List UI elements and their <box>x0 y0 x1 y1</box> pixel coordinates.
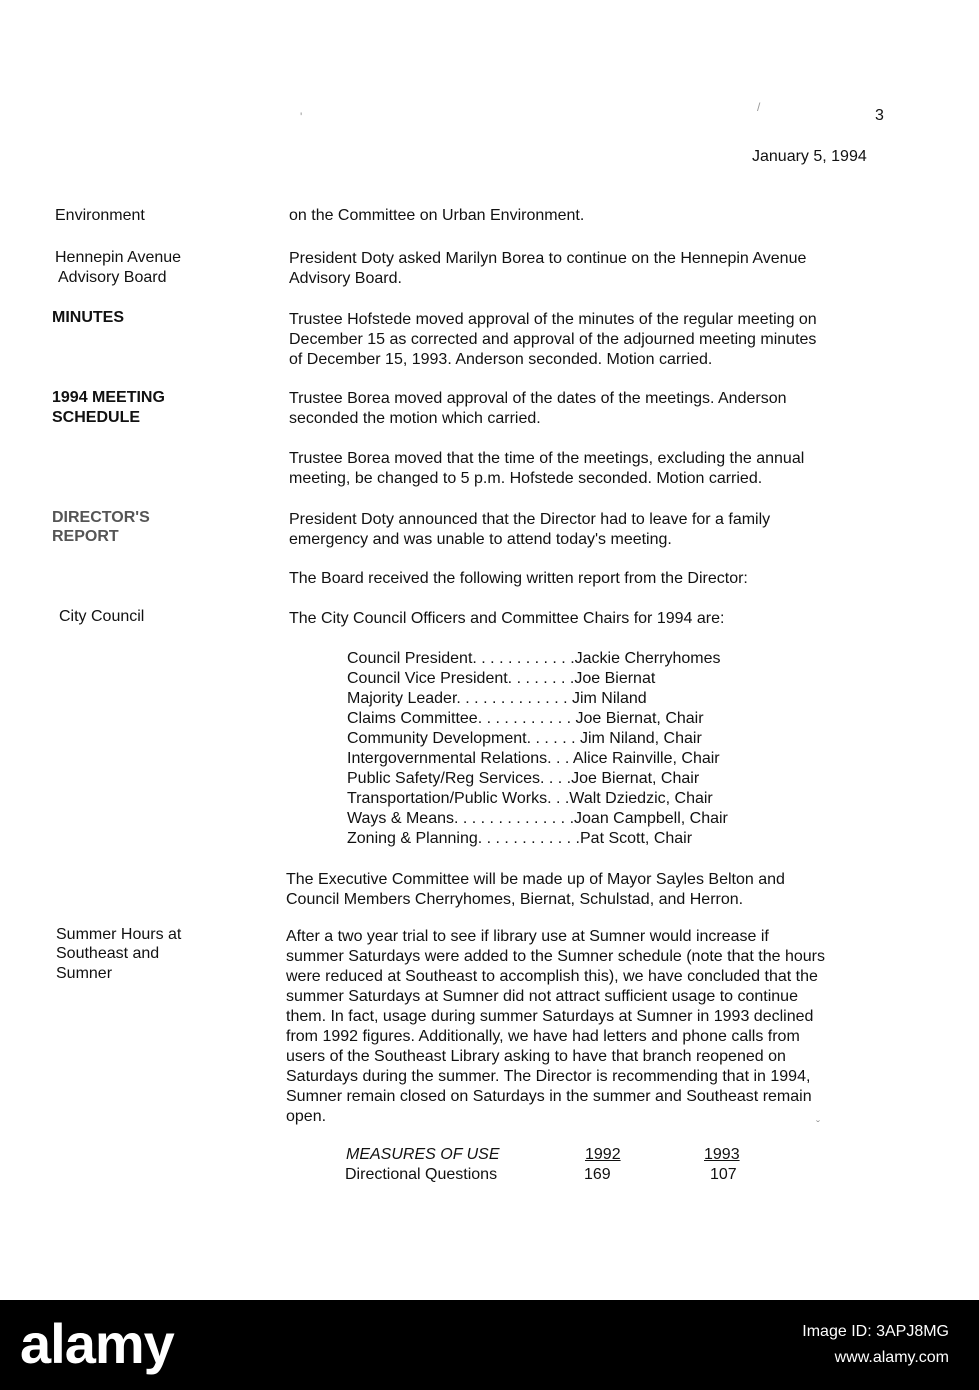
paragraph-line: Advisory Board. <box>289 270 402 287</box>
paragraph-schedule-time <box>289 449 889 489</box>
paragraph-line: Trustee Borea moved approval of the dates of the meetings. Anderson <box>289 390 787 407</box>
heading-minutes: MINUTES <box>52 309 124 326</box>
directory-row: Claims Committee. . . . . . . . . . . Joe Biernat, Chair <box>347 710 704 727</box>
page-number: 3 <box>875 107 884 124</box>
paragraph-line: from 1992 figures. Additionally, we have had letters and phone calls from <box>286 1028 800 1045</box>
paragraph-line: seconded the motion which carried. <box>289 410 541 427</box>
paragraph-director-absence <box>289 510 889 550</box>
paragraph-hennepin <box>289 249 889 289</box>
directory-row: Majority Leader. . . . . . . . . . . . . Jim Niland <box>347 690 647 707</box>
paragraph-line: meeting, be changed to 5 p.m. Hofstede seconded. Motion carried. <box>289 470 763 487</box>
scan-mark: / <box>757 100 761 114</box>
heading-meeting-schedule-line2: SCHEDULE <box>52 409 141 426</box>
paragraph-line: summer Saturdays at Sumner did not attract sufficient usage to continue <box>286 988 798 1005</box>
paragraph-minutes <box>289 310 889 370</box>
paragraph-council-intro <box>289 609 889 629</box>
paragraph-line: December 15 as corrected and approval of the adjourned meeting minutes <box>289 331 817 348</box>
paragraph-line: open. <box>286 1108 327 1125</box>
paragraph-line: Trustee Borea moved that the time of the meetings, excluding the annual <box>289 450 805 467</box>
directory-row: Ways & Means. . . . . . . . . . . . . .Joan Campbell, Chair <box>347 810 728 827</box>
paragraph-line: Saturdays during the summer. The Director is recommending that in 1994, <box>286 1068 811 1085</box>
measures-header-label: MEASURES OF USE <box>346 1146 500 1163</box>
paragraph-line: on the Committee on Urban Environment. <box>289 207 585 224</box>
paragraph-line: The City Council Officers and Committee Chairs for 1994 are: <box>289 610 725 627</box>
margin-label-hennepin-line1: Hennepin Avenue <box>55 249 182 266</box>
paragraph-line: After a two year trial to see if library use at Sumner would increase if <box>286 928 769 945</box>
directory-row: Public Safety/Reg Services. . . .Joe Biernat, Chair <box>347 770 700 787</box>
margin-label-summer-line3: Sumner <box>56 965 113 982</box>
measures-row-1993: 107 <box>710 1166 737 1183</box>
watermark-footer <box>0 1300 979 1390</box>
paragraph-line: Sumner remain closed on Saturdays in the summer and Southeast remain <box>286 1088 812 1105</box>
paragraph-line: Trustee Hofstede moved approval of the minutes of the regular meeting on <box>289 311 817 328</box>
directory-row: Community Development. . . . . . Jim Niland, Chair <box>347 730 702 747</box>
directory-row: Transportation/Public Works. . .Walt Dziedzic, Chair <box>347 790 713 807</box>
paragraph-line: The Executive Committee will be made up of Mayor Sayles Belton and <box>286 871 785 888</box>
paragraph-summer-hours <box>286 927 886 1127</box>
paragraph-schedule-dates <box>289 389 889 429</box>
watermark-logo: alamy <box>20 1312 174 1375</box>
heading-meeting-schedule-line1: 1994 MEETING <box>52 389 165 406</box>
watermark-image-id: Image ID: 3APJ8MG <box>802 1323 949 1340</box>
paragraph-line: summer Saturdays were added to the Sumner schedule (note that the hours <box>286 948 825 965</box>
margin-label-environment: Environment <box>55 207 145 224</box>
paragraph-line: them. In fact, usage during summer Saturdays at Sumner in 1993 declined <box>286 1008 814 1025</box>
paragraph-environment <box>289 206 889 226</box>
directory-row: Intergovernmental Relations. . . Alice Rainville, Chair <box>347 750 720 767</box>
document-date: January 5, 1994 <box>752 148 867 165</box>
paragraph-executive-committee <box>286 870 886 910</box>
directory-row: Zoning & Planning. . . . . . . . . . . .Pat Scott, Chair <box>347 830 693 847</box>
heading-directors-report-line1: DIRECTOR'S <box>52 509 150 526</box>
paragraph-line: President Doty announced that the Director had to leave for a family <box>289 511 771 528</box>
scan-mark: ' <box>300 110 303 124</box>
measures-header-1992: 1992 <box>585 1146 621 1163</box>
margin-label-hennepin-line2: Advisory Board <box>58 269 167 286</box>
paragraph-line: Council Members Cherryhomes, Biernat, Schulstad, and Herron. <box>286 891 744 908</box>
margin-label-city-council: City Council <box>59 608 145 625</box>
scan-mark: ˇ <box>816 1118 820 1132</box>
paragraph-line: users of the Southeast Library asking to have that branch reopened on <box>286 1048 786 1065</box>
paragraph-line: were reduced at Southeast to accomplish this), we have concluded that the <box>286 968 818 985</box>
watermark-site: www.alamy.com <box>834 1349 949 1366</box>
measures-row-1992: 169 <box>584 1166 611 1183</box>
paragraph-written-report <box>289 569 889 589</box>
margin-label-summer-line2: Southeast and <box>56 945 160 962</box>
paragraph-line: of December 15, 1993. Anderson seconded. Motion carried. <box>289 351 713 368</box>
margin-label-summer-line1: Summer Hours at <box>56 926 182 943</box>
paragraph-line: emergency and was unable to attend today's meeting. <box>289 531 672 548</box>
directory-row: Council President. . . . . . . . . . . .Jackie Cherryhomes <box>347 650 721 667</box>
measures-row-label: Directional Questions <box>345 1166 498 1183</box>
paragraph-line: The Board received the following written report from the Director: <box>289 570 748 587</box>
directory-row: Council Vice President. . . . . . . .Joe Biernat <box>347 670 656 687</box>
heading-directors-report-line2: REPORT <box>52 528 119 545</box>
measures-header-1993: 1993 <box>704 1146 740 1163</box>
paragraph-line: President Doty asked Marilyn Borea to continue on the Hennepin Avenue <box>289 250 807 267</box>
